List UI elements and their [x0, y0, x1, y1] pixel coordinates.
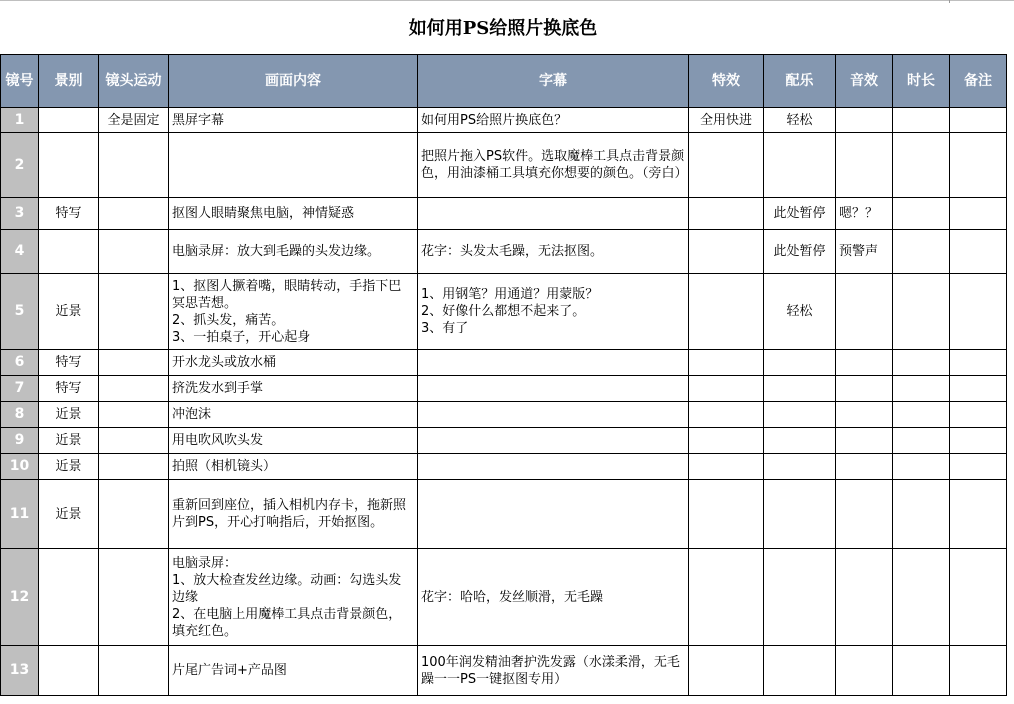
cell-shot-no[interactable]: 11 — [1, 480, 39, 549]
cell-duration[interactable] — [893, 428, 950, 454]
cell-scene-content[interactable]: 电脑录屏：放大到毛躁的头发边缘。 — [169, 230, 418, 274]
cell-shot-no[interactable]: 3 — [1, 198, 39, 230]
table-row — [1, 376, 1007, 402]
cell-shot-size[interactable]: 特写 — [39, 376, 99, 402]
cell-shot-no[interactable]: 9 — [1, 428, 39, 454]
cell-shot-size[interactable] — [39, 108, 99, 133]
table-row — [1, 402, 1007, 428]
table-body — [1, 108, 1007, 696]
cell-music[interactable]: 轻松 — [764, 274, 836, 350]
cell-shot-size[interactable]: 近景 — [39, 274, 99, 350]
cell-effects[interactable] — [689, 480, 764, 549]
cell-subtitle[interactable] — [418, 402, 689, 428]
cell-sound[interactable] — [836, 646, 893, 696]
cell-notes[interactable] — [950, 108, 1007, 133]
table-row — [1, 108, 1007, 133]
cell-camera-move[interactable] — [99, 480, 169, 549]
table-row — [1, 480, 1007, 549]
header-sound[interactable]: 音效 — [836, 55, 893, 108]
cell-shot-no[interactable]: 2 — [1, 133, 39, 198]
header-effects[interactable]: 特效 — [689, 55, 764, 108]
table-row — [1, 646, 1007, 696]
cell-sound[interactable] — [836, 274, 893, 350]
cell-effects[interactable] — [689, 428, 764, 454]
cell-duration[interactable] — [893, 646, 950, 696]
cell-shot-size[interactable]: 近景 — [39, 454, 99, 480]
cell-notes[interactable] — [950, 402, 1007, 428]
cell-sound[interactable] — [836, 350, 893, 376]
cell-notes[interactable] — [950, 376, 1007, 402]
cell-shot-size[interactable]: 特写 — [39, 350, 99, 376]
cell-shot-size[interactable] — [39, 646, 99, 696]
header-notes[interactable]: 备注 — [950, 55, 1007, 108]
cell-duration[interactable] — [893, 230, 950, 274]
cell-subtitle[interactable]: 花字：哈哈，发丝顺滑，无毛躁 — [418, 549, 689, 646]
cell-shot-no[interactable]: 12 — [1, 549, 39, 646]
cell-sound[interactable] — [836, 454, 893, 480]
cell-effects[interactable] — [689, 402, 764, 428]
cell-subtitle[interactable] — [418, 350, 689, 376]
cell-music[interactable] — [764, 376, 836, 402]
cell-music[interactable] — [764, 480, 836, 549]
cell-duration[interactable] — [893, 454, 950, 480]
cell-scene-content[interactable]: 重新回到座位，插入相机内存卡，拖新照片到PS，开心打响指后，开始抠图。 — [169, 480, 418, 549]
column-resize-handle[interactable] — [949, 0, 960, 3]
cell-duration[interactable] — [893, 402, 950, 428]
cell-music[interactable] — [764, 454, 836, 480]
cell-shot-no[interactable]: 8 — [1, 402, 39, 428]
header-shot-no[interactable]: 镜号 — [1, 55, 39, 108]
sheet-top-border — [0, 0, 1014, 4]
cell-scene-content[interactable]: 抠图人眼睛聚焦电脑，神情疑惑 — [169, 198, 418, 230]
cell-camera-move[interactable] — [99, 646, 169, 696]
cell-shot-size[interactable] — [39, 549, 99, 646]
cell-notes[interactable] — [950, 198, 1007, 230]
header-row — [1, 55, 1007, 108]
cell-camera-move[interactable] — [99, 230, 169, 274]
cell-subtitle[interactable]: 如何用PS给照片换底色？ — [418, 108, 689, 133]
cell-camera-move[interactable]: 全是固定 — [99, 108, 169, 133]
table-row — [1, 549, 1007, 646]
cell-effects[interactable] — [689, 133, 764, 198]
cell-music[interactable] — [764, 549, 836, 646]
cell-subtitle[interactable] — [418, 480, 689, 549]
cell-music[interactable]: 此处暂停 — [764, 198, 836, 230]
cell-scene-content[interactable]: 1、抠图人撅着嘴，眼睛转动，手指下巴冥思苦想。 2、抓头发，痛苦。 3、一拍桌子，开心起身 — [169, 274, 418, 350]
header-shot-size[interactable]: 景别 — [39, 55, 99, 108]
table-row — [1, 350, 1007, 376]
cell-subtitle[interactable]: 把照片拖入PS软件。选取魔棒工具点击背景颜色，用油漆桶工具填充你想要的颜色。（旁白） — [418, 133, 689, 198]
cell-subtitle[interactable] — [418, 376, 689, 402]
cell-effects[interactable] — [689, 198, 764, 230]
cell-scene-content[interactable]: 挤洗发水到手掌 — [169, 376, 418, 402]
cell-subtitle[interactable] — [418, 198, 689, 230]
cell-effects[interactable]: 全用快进 — [689, 108, 764, 133]
cell-music[interactable] — [764, 428, 836, 454]
table-row — [1, 454, 1007, 480]
cell-sound[interactable] — [836, 376, 893, 402]
cell-shot-size[interactable]: 特写 — [39, 198, 99, 230]
cell-scene-content[interactable]: 拍照（相机镜头） — [169, 454, 418, 480]
cell-notes[interactable] — [950, 230, 1007, 274]
cell-effects[interactable] — [689, 274, 764, 350]
cell-notes[interactable] — [950, 480, 1007, 549]
cell-effects[interactable] — [689, 549, 764, 646]
cell-music[interactable]: 此处暂停 — [764, 230, 836, 274]
cell-scene-content[interactable]: 用电吹风吹头发 — [169, 428, 418, 454]
cell-sound[interactable] — [836, 549, 893, 646]
cell-shot-no[interactable]: 10 — [1, 454, 39, 480]
cell-scene-content[interactable]: 冲泡沫 — [169, 402, 418, 428]
cell-effects[interactable] — [689, 454, 764, 480]
cell-shot-no[interactable]: 5 — [1, 274, 39, 350]
cell-subtitle[interactable]: 100年润发精油奢护洗发露（水漾柔滑，无毛躁一一PS一键抠图专用） — [418, 646, 689, 696]
cell-duration[interactable] — [893, 480, 950, 549]
cell-music[interactable] — [764, 350, 836, 376]
cell-camera-move[interactable] — [99, 454, 169, 480]
cell-sound[interactable] — [836, 108, 893, 133]
cell-music[interactable] — [764, 646, 836, 696]
cell-subtitle[interactable] — [418, 454, 689, 480]
cell-scene-content[interactable]: 电脑录屏： 1、放大检查发丝边缘。动画：勾选头发边缘 2、在电脑上用魔棒工具点击背景颜色，填充红色。 — [169, 549, 418, 646]
cell-notes[interactable] — [950, 454, 1007, 480]
cell-sound[interactable]: 嗯？？ — [836, 198, 893, 230]
cell-shot-size[interactable]: 近景 — [39, 428, 99, 454]
cell-subtitle[interactable]: 花字：头发太毛躁，无法抠图。 — [418, 230, 689, 274]
cell-effects[interactable] — [689, 646, 764, 696]
cell-duration[interactable] — [893, 274, 950, 350]
cell-effects[interactable] — [689, 350, 764, 376]
cell-scene-content[interactable]: 开水龙头或放水桶 — [169, 350, 418, 376]
cell-notes[interactable] — [950, 549, 1007, 646]
cell-effects[interactable] — [689, 230, 764, 274]
cell-shot-no[interactable]: 7 — [1, 376, 39, 402]
cell-camera-move[interactable] — [99, 376, 169, 402]
cell-camera-move[interactable] — [99, 402, 169, 428]
cell-sound[interactable]: 预警声 — [836, 230, 893, 274]
cell-shot-size[interactable] — [39, 133, 99, 198]
cell-effects[interactable] — [689, 376, 764, 402]
sheet-title: 如何用PS给照片换底色 — [408, 18, 598, 39]
cell-duration[interactable] — [893, 133, 950, 198]
table-row — [1, 198, 1007, 230]
cell-shot-no[interactable]: 4 — [1, 230, 39, 274]
header-subtitle[interactable]: 字幕 — [418, 55, 689, 108]
cell-shot-no[interactable]: 6 — [1, 350, 39, 376]
storyboard-table — [0, 54, 1007, 696]
cell-scene-content[interactable]: 黑屏字幕 — [169, 108, 418, 133]
table-row — [1, 133, 1007, 198]
cell-shot-size[interactable] — [39, 230, 99, 274]
header-scene-content[interactable]: 画面内容 — [169, 55, 418, 108]
cell-duration[interactable] — [893, 350, 950, 376]
cell-music[interactable]: 轻松 — [764, 108, 836, 133]
header-music[interactable]: 配乐 — [764, 55, 836, 108]
cell-shot-no[interactable]: 1 — [1, 108, 39, 133]
cell-sound[interactable] — [836, 428, 893, 454]
table-row — [1, 428, 1007, 454]
cell-notes[interactable] — [950, 428, 1007, 454]
cell-music[interactable] — [764, 402, 836, 428]
cell-duration[interactable] — [893, 198, 950, 230]
cell-camera-move[interactable] — [99, 549, 169, 646]
cell-scene-content[interactable]: 片尾广告词+产品图 — [169, 646, 418, 696]
table-row — [1, 274, 1007, 350]
cell-music[interactable] — [764, 133, 836, 198]
table-row — [1, 230, 1007, 274]
header-camera-move[interactable]: 镜头运动 — [99, 55, 169, 108]
cell-sound[interactable] — [836, 133, 893, 198]
cell-notes[interactable] — [950, 133, 1007, 198]
cell-camera-move[interactable] — [99, 198, 169, 230]
cell-shot-no[interactable]: 13 — [1, 646, 39, 696]
cell-camera-move[interactable] — [99, 133, 169, 198]
cell-sound[interactable] — [836, 402, 893, 428]
cell-duration[interactable] — [893, 549, 950, 646]
cell-camera-move[interactable] — [99, 428, 169, 454]
cell-shot-size[interactable]: 近景 — [39, 402, 99, 428]
cell-scene-content[interactable] — [169, 133, 418, 198]
cell-subtitle[interactable]: 1、用钢笔？用通道？用蒙版？ 2、好像什么都想不起来了。 3、有了 — [418, 274, 689, 350]
cell-notes[interactable] — [950, 350, 1007, 376]
cell-notes[interactable] — [950, 646, 1007, 696]
cell-subtitle[interactable] — [418, 428, 689, 454]
cell-camera-move[interactable] — [99, 274, 169, 350]
cell-duration[interactable] — [893, 376, 950, 402]
cell-shot-size[interactable]: 近景 — [39, 480, 99, 549]
cell-sound[interactable] — [836, 480, 893, 549]
cell-notes[interactable] — [950, 274, 1007, 350]
header-duration[interactable]: 时长 — [893, 55, 950, 108]
cell-duration[interactable] — [893, 108, 950, 133]
cell-camera-move[interactable] — [99, 350, 169, 376]
